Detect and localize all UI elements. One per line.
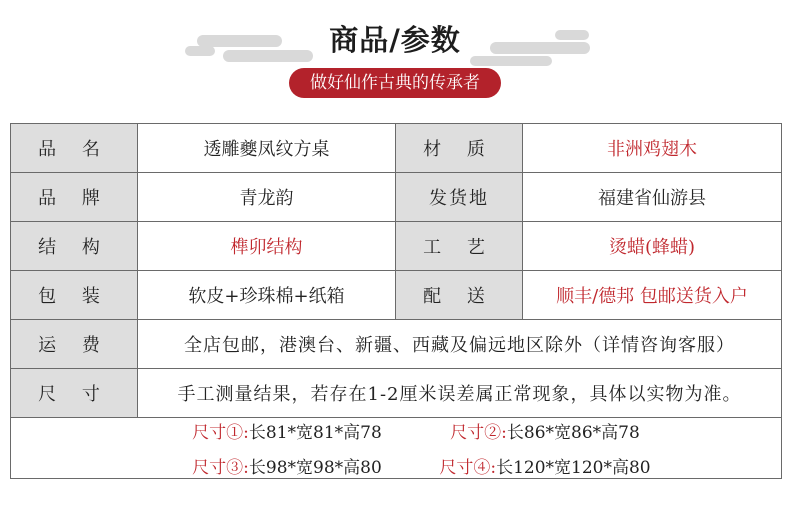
value-craft: 烫蜡(蜂蜡) xyxy=(523,222,782,271)
size-name: 尺寸②: xyxy=(450,423,507,443)
table-row xyxy=(11,418,782,479)
size-dims: 长98*宽98*高80 xyxy=(248,458,382,478)
value-origin: 福建省仙游县 xyxy=(523,173,782,222)
size-dims: 长81*宽81*高78 xyxy=(248,423,382,443)
value-brand: 青龙韵 xyxy=(138,173,396,222)
label-size: 尺 寸 xyxy=(11,369,138,418)
table-row xyxy=(11,320,782,369)
value-material: 非洲鸡翅木 xyxy=(523,124,782,173)
size-dims: 长86*宽86*高78 xyxy=(506,423,640,443)
size-item xyxy=(415,453,675,478)
label-craft: 工 艺 xyxy=(396,222,523,271)
header xyxy=(0,0,790,110)
label-material: 材 质 xyxy=(396,124,523,173)
size-item xyxy=(415,418,675,443)
table-row xyxy=(11,124,782,173)
size-item xyxy=(159,418,415,443)
label-structure: 结 构 xyxy=(11,222,138,271)
label-name: 品 名 xyxy=(11,124,138,173)
size-name: 尺寸③: xyxy=(192,458,249,478)
table-row xyxy=(11,271,782,320)
spec-table xyxy=(10,123,782,479)
size-name: 尺寸④: xyxy=(439,458,497,478)
label-origin: 发货地 xyxy=(396,173,523,222)
label-brand: 品 牌 xyxy=(11,173,138,222)
value-shipping: 全店包邮，港澳台、新疆、西藏及偏远地区除外（详情咨询客服） xyxy=(138,320,782,369)
size-item xyxy=(159,453,415,478)
value-structure: 榫卯结构 xyxy=(138,222,396,271)
table-row xyxy=(11,173,782,222)
value-size-note: 手工测量结果，若存在1-2厘米误差属正常现象，具体以实物为准。 xyxy=(138,369,782,418)
value-packaging: 软皮+珍珠棉+纸箱 xyxy=(138,271,396,320)
size-list xyxy=(11,418,781,478)
label-shipping: 运 费 xyxy=(11,320,138,369)
table-row xyxy=(11,369,782,418)
page-title: 商品/参数 xyxy=(329,23,461,57)
size-name: 尺寸①: xyxy=(192,423,249,443)
size-dims: 长120*宽120*高80 xyxy=(496,458,651,478)
sizes-cell xyxy=(11,418,782,479)
value-name: 透雕夔凤纹方桌 xyxy=(138,124,396,173)
label-delivery: 配 送 xyxy=(396,271,523,320)
label-packaging: 包 装 xyxy=(11,271,138,320)
table-row xyxy=(11,222,782,271)
subtitle-banner: 做好仙作古典的传承者 xyxy=(289,68,501,98)
value-delivery: 顺丰/德邦 包邮送货入户 xyxy=(523,271,782,320)
